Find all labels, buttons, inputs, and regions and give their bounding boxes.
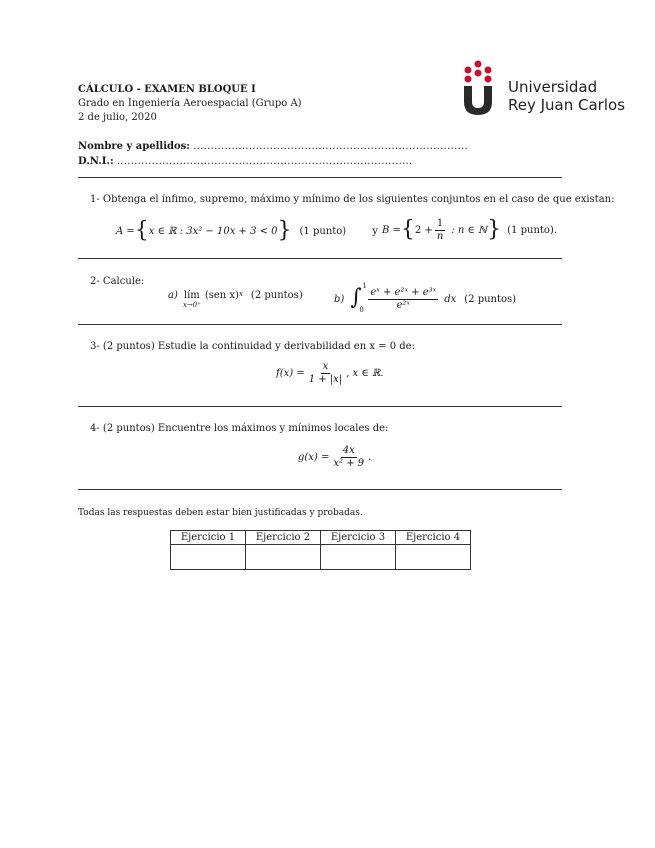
q4-lhs: g(x) =: [298, 451, 330, 463]
score-table-row: [171, 545, 471, 570]
set-b-label: B =: [382, 224, 401, 236]
q2-b-lower: 0: [359, 306, 364, 314]
q4-rhs: .: [368, 451, 372, 463]
q3-rhs: , x ∈ ℝ.: [346, 367, 384, 379]
q3-formula: [276, 358, 383, 388]
q2-a-exp: x: [238, 290, 243, 298]
score-cell-3[interactable]: [321, 545, 396, 570]
q1-points-a: (1 punto): [299, 225, 347, 237]
q1-formula-b: B = { 2 + $\frac{1}{n}$ : n ∈ ℕ } (1 punto).: [382, 217, 558, 242]
q2-text: 2- Calcule:: [90, 276, 145, 287]
q2-a-label: a): [168, 290, 178, 301]
q2-a-expr: (sen x): [204, 290, 239, 301]
q3-text: 3- (2 puntos) Estudie la continuidad y derivabilidad en x = 0 de:: [90, 341, 415, 352]
set-a-body: x ∈ ℝ : 3x² − 10x + 3 < 0: [148, 225, 278, 237]
footer-note: Todas las respuestas deben estar bien justificadas y probadas.: [78, 508, 363, 518]
set-b-pre: 2 +: [414, 224, 433, 236]
set-b-den: n: [436, 230, 444, 242]
urjc-emblem-icon: [458, 58, 498, 116]
dni-label: D.N.I.:: [78, 156, 114, 167]
q1-and: y: [372, 225, 378, 237]
divider: [78, 258, 562, 259]
score-table-header-row: [171, 531, 471, 545]
q4-den: x² + 9: [333, 457, 365, 469]
q4-formula: [298, 442, 371, 472]
set-b-num: 1: [436, 217, 444, 229]
q2-b-num: eˣ + e²ˣ + e³ˣ: [370, 286, 437, 298]
q1-text: 1- Obtenga el ínfimo, supremo, máximo y mínimo de los siguientes conjuntos en el caso de que existan:: [90, 194, 615, 205]
score-header-3: Ejercicio 3: [321, 531, 396, 545]
logo-text: [508, 78, 625, 114]
divider: [78, 406, 562, 407]
set-b-post: : n ∈ ℕ: [451, 224, 488, 236]
logo-line-2: Rey Juan Carlos: [508, 96, 626, 114]
degree-line: Grado en Ingeniería Aeroespacial (Grupo A): [78, 98, 302, 109]
name-label: Nombre y apellidos:: [78, 141, 191, 152]
q1-points-b: (1 punto).: [507, 224, 558, 236]
q2-b-points: (2 puntos): [464, 293, 517, 305]
q1-formula-a: A = { x ∈ ℝ : 3x² − 10x + 3 < 0 } (1 punto) y: [116, 218, 378, 243]
score-header-4: Ejercicio 4: [396, 531, 471, 545]
q2-b-upper: 1: [362, 282, 367, 290]
q3-num: x: [322, 360, 329, 372]
q3-lhs: f(x) =: [276, 367, 305, 379]
q2-b-dx: dx: [444, 293, 457, 305]
integral-icon: ∫: [350, 285, 362, 310]
exam-title: CÁLCULO - EXAMEN BLOQUE I: [78, 84, 256, 95]
divider: [78, 489, 562, 490]
divider: [78, 177, 562, 178]
q2-b-label: b): [334, 293, 345, 305]
name-dots[interactable]: ...............................................................................: [193, 141, 469, 152]
q2-b-den: e²ˣ: [396, 299, 410, 311]
q2-a-lim: lím: [183, 290, 200, 301]
q3-den: 1 + |x|: [308, 373, 343, 385]
q2-formula-a: [168, 290, 303, 309]
score-cell-4[interactable]: [396, 545, 471, 570]
score-header-2: Ejercicio 2: [246, 531, 321, 545]
dni-field-row: [78, 156, 413, 167]
dni-dots[interactable]: .....................................................................................: [116, 156, 413, 167]
q2-a-sub: x→0⁺: [182, 301, 201, 309]
q4-text: 4- (2 puntos) Encuentre los máximos y mínimos locales de:: [90, 423, 389, 434]
q2-formula-b: [334, 284, 516, 314]
set-a-label: A =: [116, 225, 135, 237]
score-cell-1[interactable]: [171, 545, 246, 570]
q4-num: 4x: [342, 444, 355, 456]
urjc-logo: [458, 58, 498, 116]
score-header-1: Ejercicio 1: [171, 531, 246, 545]
score-cell-2[interactable]: [246, 545, 321, 570]
date-line: 2 de julio, 2020: [78, 112, 157, 123]
q2-a-points: (2 puntos): [250, 290, 303, 301]
logo-line-1: Universidad: [508, 78, 598, 96]
score-table: [170, 530, 471, 570]
divider: [78, 324, 562, 325]
name-field-row: [78, 141, 468, 152]
